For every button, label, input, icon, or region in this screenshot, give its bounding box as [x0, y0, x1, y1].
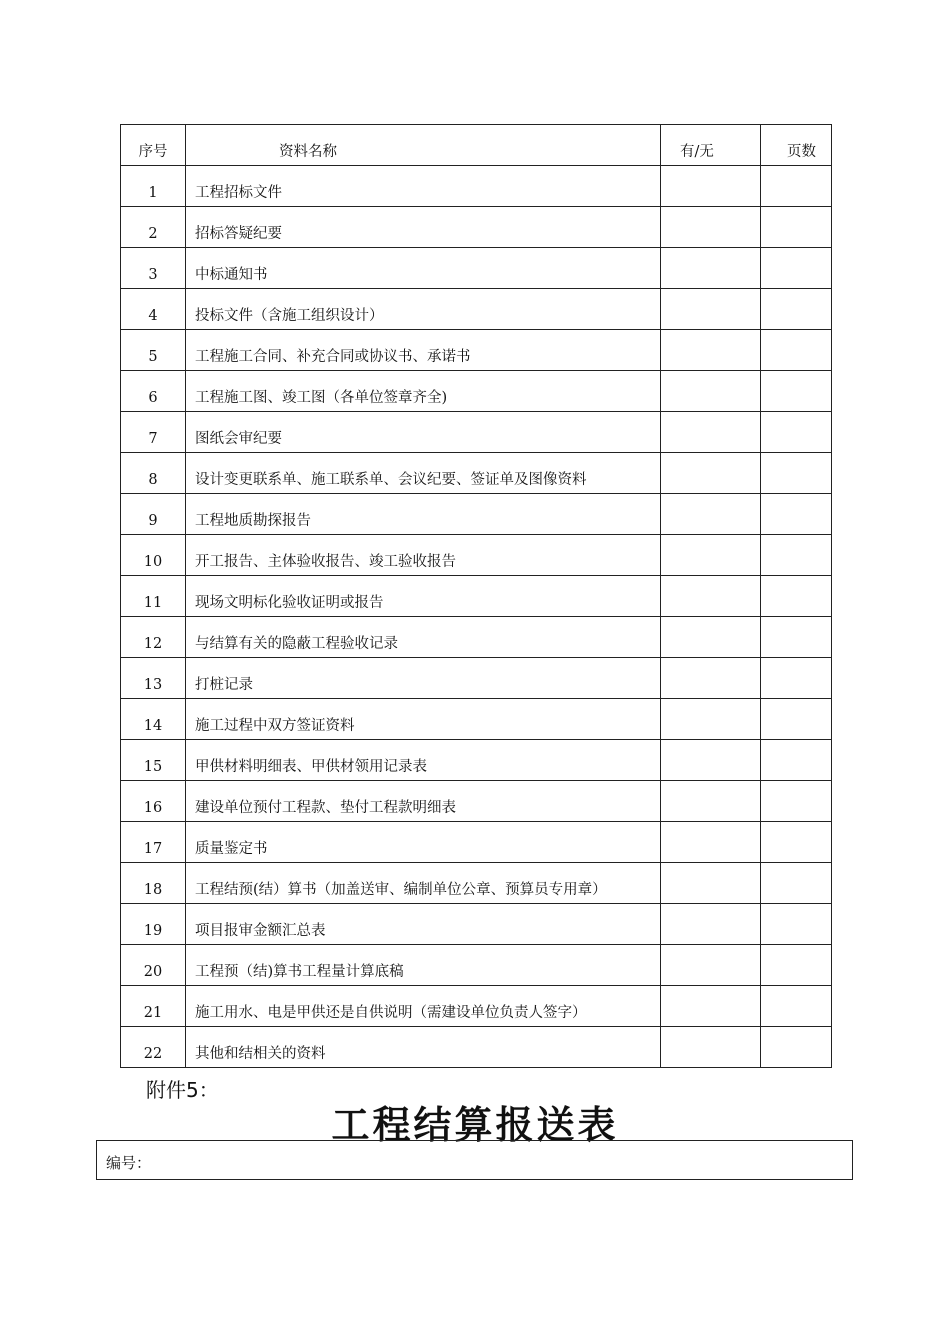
row-pages-cell[interactable]: [761, 248, 832, 289]
row-have-cell[interactable]: [661, 1027, 761, 1068]
row-have-cell[interactable]: [661, 863, 761, 904]
row-document-name: 与结算有关的隐蔽工程验收记录: [186, 617, 661, 658]
row-have-cell[interactable]: [661, 699, 761, 740]
row-document-name: 工程招标文件: [186, 166, 661, 207]
number-field[interactable]: [96, 1140, 853, 1180]
row-have-cell[interactable]: [661, 535, 761, 576]
row-document-name: 工程地质勘探报告: [186, 494, 661, 535]
row-pages-cell[interactable]: [761, 494, 832, 535]
row-have-cell[interactable]: [661, 330, 761, 371]
row-pages-cell[interactable]: [761, 945, 832, 986]
table-row: [121, 617, 832, 658]
row-document-name: 现场文明标化验收证明或报告: [186, 576, 661, 617]
row-number: 4: [121, 289, 186, 330]
header-have: 有/无: [661, 125, 761, 166]
table-row: [121, 207, 832, 248]
attachment-label: 附件5：: [146, 1078, 219, 1102]
table-row: [121, 945, 832, 986]
row-have-cell[interactable]: [661, 986, 761, 1027]
table-row: [121, 412, 832, 453]
row-pages-cell[interactable]: [761, 904, 832, 945]
row-document-name: 开工报告、主体验收报告、竣工验收报告: [186, 535, 661, 576]
row-number: 19: [121, 904, 186, 945]
row-have-cell[interactable]: [661, 945, 761, 986]
row-have-cell[interactable]: [661, 166, 761, 207]
table-row: [121, 535, 832, 576]
row-number: 1: [121, 166, 186, 207]
row-number: 2: [121, 207, 186, 248]
row-number: 22: [121, 1027, 186, 1068]
table-row: [121, 904, 832, 945]
row-have-cell[interactable]: [661, 740, 761, 781]
row-number: 18: [121, 863, 186, 904]
row-number: 16: [121, 781, 186, 822]
number-label: 编号：: [106, 1154, 152, 1172]
table-row: [121, 740, 832, 781]
row-pages-cell[interactable]: [761, 863, 832, 904]
row-number: 3: [121, 248, 186, 289]
row-pages-cell[interactable]: [761, 740, 832, 781]
table-row: [121, 986, 832, 1027]
row-have-cell[interactable]: [661, 207, 761, 248]
table-row: [121, 658, 832, 699]
row-number: 7: [121, 412, 186, 453]
row-pages-cell[interactable]: [761, 658, 832, 699]
row-number: 9: [121, 494, 186, 535]
header-pages: 页数: [761, 125, 832, 166]
row-have-cell[interactable]: [661, 248, 761, 289]
row-have-cell[interactable]: [661, 494, 761, 535]
row-number: 6: [121, 371, 186, 412]
table-row: [121, 576, 832, 617]
table-row: [121, 494, 832, 535]
row-document-name: 项目报审金额汇总表: [186, 904, 661, 945]
row-pages-cell[interactable]: [761, 371, 832, 412]
row-document-name: 设计变更联系单、施工联系单、会议纪要、签证单及图像资料: [186, 453, 661, 494]
table-row: [121, 781, 832, 822]
row-document-name: 投标文件（含施工组织设计）: [186, 289, 661, 330]
row-have-cell[interactable]: [661, 658, 761, 699]
row-number: 14: [121, 699, 186, 740]
row-document-name: 中标通知书: [186, 248, 661, 289]
form-title: 工程结算报送表: [331, 1103, 619, 1147]
row-pages-cell[interactable]: [761, 986, 832, 1027]
row-have-cell[interactable]: [661, 904, 761, 945]
row-pages-cell[interactable]: [761, 166, 832, 207]
row-document-name: 施工过程中双方签证资料: [186, 699, 661, 740]
row-number: 21: [121, 986, 186, 1027]
row-pages-cell[interactable]: [761, 576, 832, 617]
row-have-cell[interactable]: [661, 576, 761, 617]
row-pages-cell[interactable]: [761, 535, 832, 576]
row-number: 20: [121, 945, 186, 986]
row-document-name: 工程预（结)算书工程量计算底稿: [186, 945, 661, 986]
row-document-name: 其他和结相关的资料: [186, 1027, 661, 1068]
row-number: 10: [121, 535, 186, 576]
row-pages-cell[interactable]: [761, 207, 832, 248]
table-header-row: [121, 125, 832, 166]
row-document-name: 图纸会审纪要: [186, 412, 661, 453]
table-body: [121, 166, 832, 1068]
table-row: [121, 863, 832, 904]
row-pages-cell[interactable]: [761, 617, 832, 658]
row-document-name: 工程施工图、竣工图（各单位签章齐全): [186, 371, 661, 412]
row-pages-cell[interactable]: [761, 412, 832, 453]
row-pages-cell[interactable]: [761, 781, 832, 822]
row-document-name: 打桩记录: [186, 658, 661, 699]
table-row: [121, 822, 832, 863]
table-row: [121, 330, 832, 371]
row-have-cell[interactable]: [661, 453, 761, 494]
table-row: [121, 289, 832, 330]
row-pages-cell[interactable]: [761, 822, 832, 863]
table-row: [121, 453, 832, 494]
row-document-name: 招标答疑纪要: [186, 207, 661, 248]
row-pages-cell[interactable]: [761, 453, 832, 494]
row-document-name: 工程施工合同、补充合同或协议书、承诺书: [186, 330, 661, 371]
row-document-name: 工程结预(结）算书（加盖送审、编制单位公章、预算员专用章）: [186, 863, 661, 904]
row-have-cell[interactable]: [661, 617, 761, 658]
row-number: 15: [121, 740, 186, 781]
row-number: 5: [121, 330, 186, 371]
row-have-cell[interactable]: [661, 412, 761, 453]
row-have-cell[interactable]: [661, 781, 761, 822]
row-have-cell[interactable]: [661, 289, 761, 330]
row-pages-cell[interactable]: [761, 699, 832, 740]
row-document-name: 施工用水、电是甲供还是自供说明（需建设单位负责人签字）: [186, 986, 661, 1027]
table-row: [121, 1027, 832, 1068]
row-number: 13: [121, 658, 186, 699]
row-pages-cell[interactable]: [761, 330, 832, 371]
header-no: 序号: [121, 125, 186, 166]
row-number: 8: [121, 453, 186, 494]
table-row: [121, 248, 832, 289]
row-have-cell[interactable]: [661, 371, 761, 412]
row-number: 11: [121, 576, 186, 617]
row-pages-cell[interactable]: [761, 1027, 832, 1068]
row-have-cell[interactable]: [661, 822, 761, 863]
table-row: [121, 371, 832, 412]
row-document-name: 质量鉴定书: [186, 822, 661, 863]
table-row: [121, 699, 832, 740]
row-document-name: 甲供材料明细表、甲供材领用记录表: [186, 740, 661, 781]
table-row: [121, 166, 832, 207]
row-number: 17: [121, 822, 186, 863]
row-pages-cell[interactable]: [761, 289, 832, 330]
header-name: 资料名称: [186, 125, 661, 166]
row-number: 12: [121, 617, 186, 658]
row-document-name: 建设单位预付工程款、垫付工程款明细表: [186, 781, 661, 822]
document-list-table: [120, 124, 832, 1068]
